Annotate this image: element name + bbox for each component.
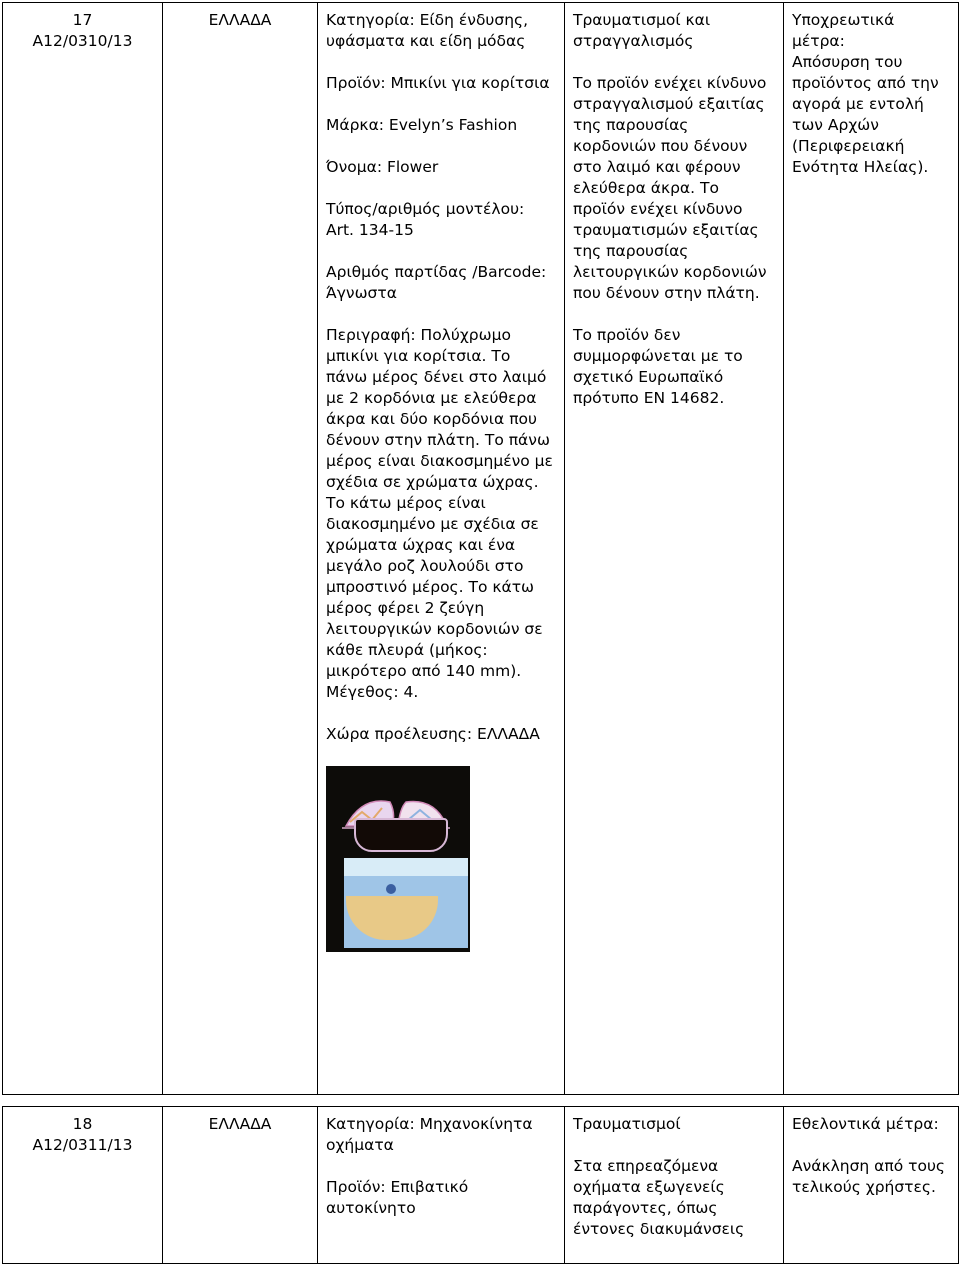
risk-details: Στα επηρεαζόμενα οχήματα εξωγενείς παράγοντες, όπως έντονες διακυμάνσεις bbox=[573, 1157, 745, 1238]
measures-title: Υποχρεωτικά μέτρα: bbox=[792, 11, 895, 50]
product-batch: Αριθμός παρτίδας /Barcode: Άγνωστα bbox=[326, 263, 547, 302]
risk-cell bbox=[565, 3, 784, 1095]
entry-number-cell bbox=[3, 3, 163, 1095]
table-row bbox=[3, 1107, 959, 1264]
product-category: Κατηγορία: Μηχανοκίνητα οχήματα bbox=[326, 1115, 533, 1154]
measures-details: Ανάκληση από τους τελικούς χρήστες. bbox=[792, 1157, 946, 1196]
risk-details: Το προϊόν ενέχει κίνδυνο στραγγαλισμού εξαιτίας της παρουσίας κορδονιών που δένουν στο λαιμό και φέρουν ελεύθερα άκρα. Το προϊόν ενέχει κίνδυνο τραυματισμών εξαιτίας της παρουσίας λειτουργικών κορδονιών που δένουν στην πλάτη. bbox=[573, 74, 767, 302]
product-brand: Μάρκα: Evelyn’s Fashion bbox=[326, 116, 518, 134]
risk-title: Τραυματισμοί bbox=[573, 1115, 681, 1133]
notifying-country: ΕΛΛΑΔΑ bbox=[208, 1115, 272, 1133]
bikini-bottom-image bbox=[354, 818, 448, 852]
entry-code: A12/0310/13 bbox=[32, 32, 133, 50]
measures-title: Εθελοντικά μέτρα: bbox=[792, 1115, 939, 1133]
product-model-name: Όνομα: Flower bbox=[326, 158, 439, 176]
product-cell bbox=[318, 3, 565, 1095]
measures-cell bbox=[784, 1107, 959, 1264]
risk-title: Τραυματισμοί και στραγγαλισμός bbox=[573, 11, 711, 50]
product-description: Περιγραφή: Πολύχρωμο μπικίνι για κορίτσια. Το πάνω μέρος δένει στο λαιμό με 2 κορδόνια με ελεύθερα άκρα και δύο κορδόνια που δένουν στην πλάτη. Το πάνω μέρος είναι διακοσμημένο με σχέδια σε χρώματα ώχρας. Το κάτω μέρος είναι διακοσμημένο με σχέδια σε χρώματα ώχρας και ένα μεγάλο ροζ λουλούδι στο μπροστινό μέρος. Το κάτω μέρος φέρει 2 ζεύγη λειτουργικών κορδονιών σε κάθε πλευρά (μήκος: μικρότερο από 140 mm). Μέγεθος: 4. bbox=[326, 326, 553, 701]
product-cell bbox=[318, 1107, 565, 1264]
hang-tag-logo bbox=[386, 884, 396, 894]
product-category: Κατηγορία: Είδη ένδυσης, υφάσματα και είδη μόδας bbox=[326, 11, 529, 50]
entry-code: A12/0311/13 bbox=[32, 1136, 133, 1154]
notification-table-17 bbox=[2, 2, 959, 1095]
product-origin: Χώρα προέλευσης: ΕΛΛΑΔΑ bbox=[326, 725, 540, 743]
entry-number-cell bbox=[3, 1107, 163, 1264]
notifying-country: ΕΛΛΑΔΑ bbox=[208, 11, 272, 29]
hang-tag-strip bbox=[344, 858, 468, 876]
product-photo bbox=[326, 766, 470, 952]
entry-number: 18 bbox=[72, 1115, 93, 1133]
measures-details: Απόσυρση του προϊόντος από την αγορά με εντολή των Αρχών (Περιφερειακή Ενότητα Ηλείας). bbox=[792, 53, 939, 176]
table-row bbox=[3, 3, 959, 1095]
risk-standard: Το προϊόν δεν συμμορφώνεται με το σχετικό Ευρωπαϊκό πρότυπο EN 14682. bbox=[573, 326, 743, 407]
notifying-country-cell bbox=[163, 3, 318, 1095]
product-name: Προϊόν: Μπικίνι για κορίτσια bbox=[326, 74, 550, 92]
notifying-country-cell bbox=[163, 1107, 318, 1264]
product-model-number: Τύπος/αριθμός μοντέλου: Art. 134-15 bbox=[326, 200, 525, 239]
entry-number: 17 bbox=[72, 11, 93, 29]
notification-table-18 bbox=[2, 1106, 959, 1264]
measures-cell bbox=[784, 3, 959, 1095]
risk-cell bbox=[565, 1107, 784, 1264]
product-name: Προϊόν: Επιβατικό αυτοκίνητο bbox=[326, 1178, 469, 1217]
